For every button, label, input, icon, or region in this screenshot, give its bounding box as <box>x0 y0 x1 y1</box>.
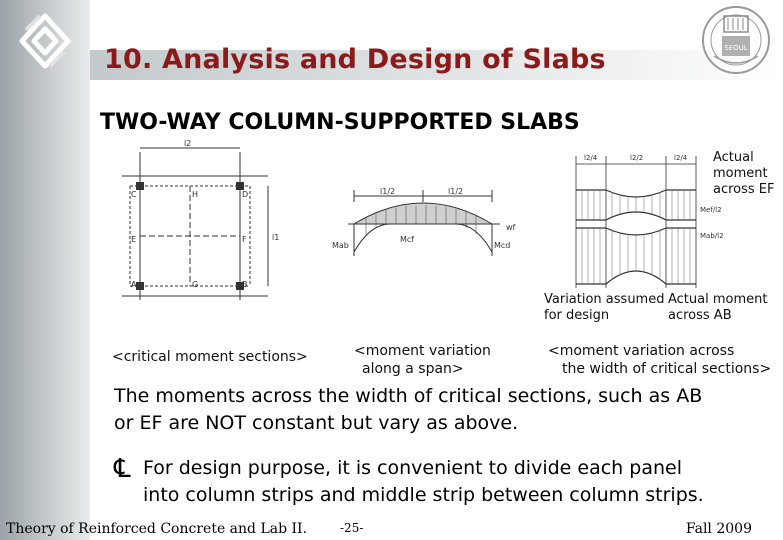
plan-caption: <critical moment sections> <box>112 349 308 365</box>
assumed-variation-label-line2: for design <box>544 308 610 323</box>
span-wf-label: wf <box>506 223 516 232</box>
bullet-line-2: into column strips and middle strip between column strips. <box>143 484 704 506</box>
actual-ef-label-line3: across EF <box>713 182 775 197</box>
footer-course-name: Theory of Reinforced Concrete and Lab II. <box>6 521 308 537</box>
paragraph-line-1: The moments across the width of critical sections, such as AB <box>114 385 703 407</box>
span-caption-line2: along a span> <box>362 361 464 377</box>
span-moment-figure <box>330 186 522 266</box>
width-dim-quarter-right: l2/4 <box>674 154 688 162</box>
footer-page-number: -25- <box>340 521 364 535</box>
plan-label-e: E <box>131 235 137 244</box>
span-half-left-label: l1/2 <box>380 187 396 196</box>
bullet-text <box>143 455 783 509</box>
university-logo-icon <box>12 8 78 74</box>
university-emblem-icon <box>700 4 772 76</box>
span-half-right-label: l1/2 <box>448 187 464 196</box>
width-caption-line2: the width of critical sections> <box>562 361 772 377</box>
plan-label-f: F <box>242 235 247 244</box>
actual-ab-label-line1: Actual moment <box>668 292 768 307</box>
plan-label-g: G <box>192 280 199 289</box>
width-caption-line1: <moment variation across <box>548 343 735 359</box>
plan-dim-l1: l1 <box>272 233 280 242</box>
width-mef-label: Mef/l2 <box>700 206 722 214</box>
width-dim-quarter-left: l2/4 <box>584 154 598 162</box>
span-mab-label: Mab <box>332 241 349 250</box>
span-caption-line1: <moment variation <box>354 343 491 359</box>
plan-label-d: D <box>242 190 249 199</box>
slide-title: 10. Analysis and Design of Slabs <box>104 44 606 75</box>
span-mcf-label: Mcf <box>400 235 415 244</box>
plan-label-h: H <box>192 190 199 199</box>
actual-ab-label-line2: across AB <box>668 308 732 323</box>
plan-label-b: B <box>242 280 248 289</box>
left-sidebar-band <box>0 0 90 540</box>
width-mab-label: Mab/l2 <box>700 232 724 240</box>
paragraph-line-2: or EF are NOT constant but vary as above. <box>114 412 519 434</box>
emblem-text: SEOUL <box>724 44 748 52</box>
section-subheading: TWO-WAY COLUMN-SUPPORTED SLABS <box>100 110 580 135</box>
plan-label-c: C <box>131 190 137 199</box>
actual-ef-label-line2: moment <box>713 166 768 181</box>
bullet-line-1: For design purpose, it is convenient to divide each panel <box>143 457 682 479</box>
explanation-paragraph <box>114 383 774 437</box>
assumed-variation-label-line1: Variation assumed <box>544 292 665 307</box>
critical-sections-plan-figure <box>118 139 290 302</box>
span-mcd-label: Mcd <box>494 241 511 250</box>
width-dim-half: l2/2 <box>630 154 644 162</box>
plan-dim-l2: l2 <box>184 139 192 148</box>
width-moment-figure <box>560 146 724 294</box>
bullet-icon: ℄ <box>114 454 131 484</box>
plan-label-a: A <box>131 280 137 289</box>
actual-ef-label-line1: Actual <box>713 150 754 165</box>
footer-semester: Fall 2009 <box>685 521 752 537</box>
